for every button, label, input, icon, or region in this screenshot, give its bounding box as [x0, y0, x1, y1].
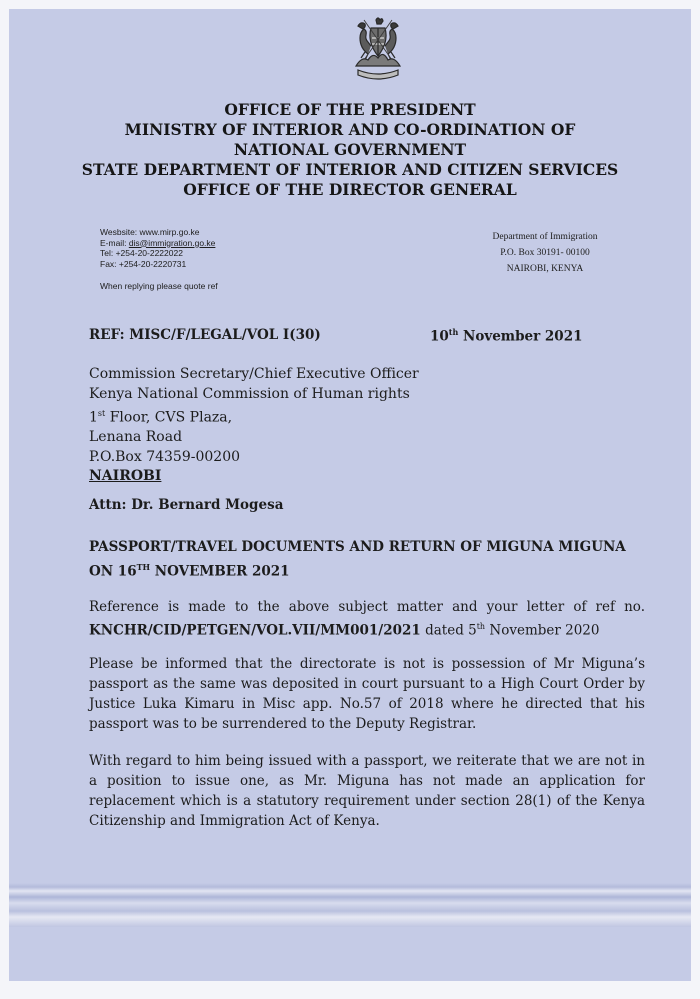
email-label: E-mail:	[100, 237, 129, 248]
subject-rest: NOVEMBER 2021	[150, 563, 290, 580]
address-line: P.O.Box 74359-00200	[89, 448, 241, 465]
date-suffix: th	[448, 327, 459, 337]
p1-suffix: th	[476, 622, 486, 631]
tel-line: Tel: +254-20-2222022	[100, 248, 183, 258]
contact-block	[100, 227, 215, 269]
reference-number: REF: MISC/F/LEGAL/VOL I(30)	[89, 327, 321, 343]
date-day: 10	[430, 328, 449, 345]
address-city: NAIROBI	[89, 468, 162, 485]
department-name: Department of Immigration	[492, 232, 598, 242]
p1-ref: KNCHR/CID/PETGEN/VOL.VII/MM001/2021	[89, 622, 421, 639]
date-rest: November 2021	[458, 328, 583, 345]
heading-line: NATIONAL GOVERNMENT	[233, 140, 467, 159]
floor-suffix: st	[97, 409, 106, 418]
p1-dated: dated 5	[420, 622, 477, 639]
heading-line: STATE DEPARTMENT OF INTERIOR AND CITIZEN SERVICES	[81, 160, 619, 179]
letter-date	[430, 327, 583, 345]
email-line	[100, 238, 215, 249]
department-block	[465, 229, 625, 277]
paragraph-passport-status: Please be informed that the directorate is not is possession of Mr Miguna’s passport as the same was deposited in court pursuant to a High Court Order by Justice Luka Kimaru in Misc app. No.57 of 2018 where he directed that his passport was to be surrendered to the Deputy Registrar.	[89, 656, 645, 732]
floor-number: 1	[89, 409, 98, 426]
heading-line: OFFICE OF THE DIRECTOR GENERAL	[183, 180, 517, 199]
website-line: Wesbsite: www.mirp.go.ke	[100, 227, 200, 237]
paragraph-reference	[89, 597, 645, 641]
address-line: Commission Secretary/Chief Executive Officer	[89, 366, 419, 382]
reply-note: When replying please quote ref	[100, 281, 218, 291]
attention-line: Attn: Dr. Bernard Mogesa	[89, 497, 284, 513]
footer-band	[9, 883, 691, 927]
department-city: NAIROBI, KENYA	[506, 264, 584, 274]
email-link[interactable]: dis@immigration.go.ke	[128, 237, 216, 248]
letterhead-heading	[9, 100, 691, 200]
p1-start: Reference is made to the above subject matter and your letter of ref no.	[89, 599, 645, 615]
subject-suffix: TH	[136, 562, 151, 572]
address-line: Kenya National Commission of Human rights	[89, 385, 410, 402]
subject-main: PASSPORT/TRAVEL DOCUMENTS AND RETURN OF MIGUNA MIGUNA ON 16	[89, 539, 626, 580]
address-line: Lenana Road	[89, 429, 183, 446]
kenya-coat-of-arms-icon	[346, 14, 410, 80]
heading-line: MINISTRY OF INTERIOR AND CO-ORDINATION OF	[124, 120, 576, 139]
heading-line: OFFICE OF THE PRESIDENT	[224, 100, 476, 119]
recipient-address	[89, 365, 419, 487]
paragraph-replacement: With regard to him being issued with a passport, we reiterate that we are not in a position to issue one, as Mr. Miguna has not made an application for replacement which is a statutory requirement under section 28(1) of the Kenya Citizenship and Immigration Act of Kenya.	[89, 753, 645, 829]
p1-end: November 2020	[485, 622, 600, 639]
letter-page	[9, 9, 691, 981]
address-line	[89, 404, 419, 428]
fax-line: Fax: +254-20-2220731	[100, 258, 187, 269]
subject-line	[89, 537, 647, 582]
department-box: P.O. Box 30191- 00100	[500, 248, 590, 258]
floor-rest: Floor, CVS Plaza,	[105, 409, 233, 426]
